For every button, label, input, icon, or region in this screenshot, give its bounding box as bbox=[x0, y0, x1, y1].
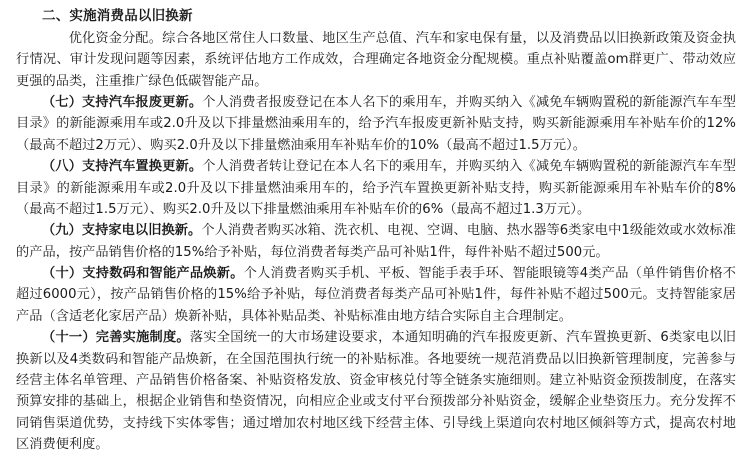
paragraph-item-8 bbox=[16, 156, 736, 220]
paragraph-lead: （七）支持汽车报废更新。 bbox=[42, 95, 203, 111]
section-heading: 二、实施消费品以旧换新 bbox=[42, 8, 193, 24]
paragraph-lead: （十）支持数码和智能产品焕新。 bbox=[42, 266, 244, 282]
paragraph-item-9 bbox=[16, 220, 736, 263]
paragraph-item-7 bbox=[16, 92, 736, 156]
paragraph-lead: （十一）完善实施制度。 bbox=[42, 330, 190, 346]
paragraph-lead: （九）支持家电以旧换新。 bbox=[42, 223, 202, 239]
paragraph-lead: （八）支持汽车置换更新。 bbox=[42, 159, 203, 175]
paragraph-text: 个人消费者转让登记在本人名下的乘用车，并购买纳入《减免车辆购置税的新能源汽车车型目录》的新能源乘用车或2.0升及以下排量燃油乘用车的，给予汽车置换更新补贴支持，购买新能源乘用车补贴车价的8%（最高不超过1.5万元）、购买2.0升及以下排量燃油乘用车补贴车价的6%（最高不超过1.3万元）。 bbox=[16, 159, 736, 217]
paragraph-text: 个人消费者购买手机、平板、智能手表手环、智能眼镜等4类产品（单件销售价格不超过6000元），按产品销售价格的15%给予补贴，每位消费者每类产品可补贴1件，每件补贴不超过500元。支持智能家居产品（含适老化家居产品）焕新补贴，具体补贴品类、补贴标准由地方结合实际自主合理制定。 bbox=[16, 266, 736, 324]
paragraph-item-10 bbox=[16, 263, 736, 327]
paragraph-funding-allocation bbox=[16, 28, 736, 92]
paragraph-text: 优化资金分配。综合各地区常住人口数量、地区生产总值、汽车和家电保有量，以及消费品以旧换新政策及资金执行情况、审计发现问题等因素，系统评估地方工作成效，合理确定各地资金分配规模。重点补贴覆盖om群更广、带动效应更强的品类，注重推广绿色低碳智能产品。 bbox=[16, 30, 736, 89]
paragraph-item-11 bbox=[16, 327, 736, 455]
paragraph-text: 落实全国统一的大市场建设要求，本通知明确的汽车报废更新、汽车置换更新、6类家电以旧换新以及4类数码和智能产品焕新，在全国范围执行统一的补贴标准。各地要统一规范消费品以旧换新管理制度，完善参与经营主体名单管理、产品销售价格备案、补贴资格发放、资金审核兑付等全链条实施细则。建立补贴资金预拨制度，在落实预算安排的基础上，根据企业销售和垫资情况，向相应企业或支付平台预拨部分补贴资金，缓解企业垫资压力。充分发挥不同销售渠道优势，支持线下实体零售；通过增加农村地区线下经营主体、引导线上渠道向农村地区倾斜等方式，提高农村地区消费便利度。 bbox=[16, 330, 736, 453]
paragraph-text: 个人消费者购买冰箱、洗衣机、电视、空调、电脑、热水器等6类家电中1级能效或水效标准的产品，按产品销售价格的15%给予补贴，每位消费者每类产品可补贴1件，每件补贴不超过500元。 bbox=[16, 223, 736, 260]
paragraph-text: 个人消费者报废登记在本人名下的乘用车，并购买纳入《减免车辆购置税的新能源汽车车型目录》的新能源乘用车或2.0升及以下排量燃油乘用车的，给予汽车报废更新补贴支持，购买新能源乘用车补贴车价的12%（最高不超过2万元）、购买2.0升及以下排量燃油乘用车补贴车价的10%（最高不超过1.5万元）。 bbox=[16, 95, 736, 153]
